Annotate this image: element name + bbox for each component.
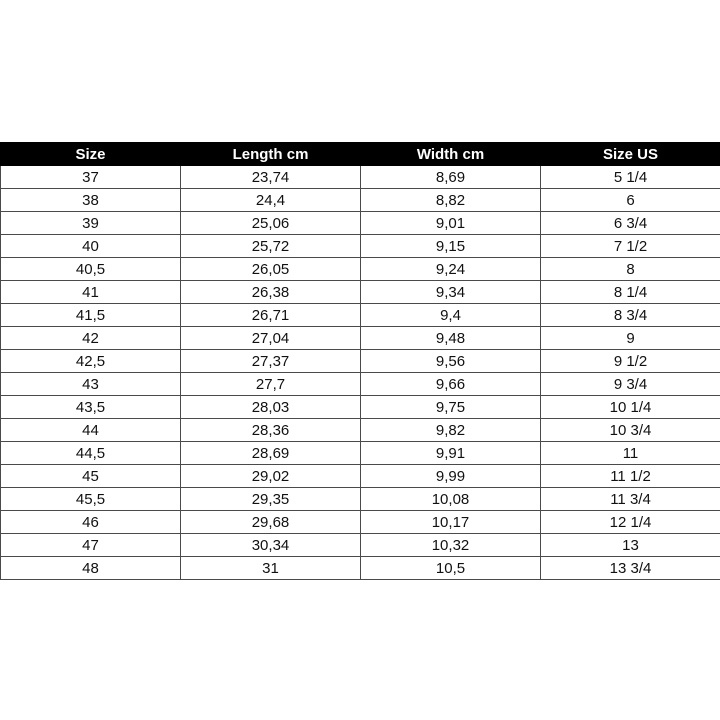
cell-length-cm: 28,36 — [181, 419, 361, 442]
table-row — [1, 212, 720, 235]
cell-size: 44 — [1, 419, 181, 442]
table-row — [1, 465, 720, 488]
cell-size-us: 13 3/4 — [541, 557, 720, 580]
cell-length-cm: 24,4 — [181, 189, 361, 212]
table-row — [1, 488, 720, 511]
cell-length-cm: 28,69 — [181, 442, 361, 465]
cell-size-us: 9 — [541, 327, 720, 350]
table-row — [1, 442, 720, 465]
cell-width-cm: 9,4 — [361, 304, 541, 327]
cell-length-cm: 29,35 — [181, 488, 361, 511]
cell-size-us: 11 3/4 — [541, 488, 720, 511]
cell-width-cm: 10,08 — [361, 488, 541, 511]
cell-length-cm: 27,37 — [181, 350, 361, 373]
cell-size-us: 11 1/2 — [541, 465, 720, 488]
cell-width-cm: 9,99 — [361, 465, 541, 488]
cell-length-cm: 29,68 — [181, 511, 361, 534]
cell-width-cm: 9,66 — [361, 373, 541, 396]
table-header — [1, 143, 720, 166]
cell-size: 47 — [1, 534, 181, 557]
table-row — [1, 258, 720, 281]
table-row — [1, 327, 720, 350]
table-body — [1, 166, 720, 580]
header-width-cm: Width cm — [361, 143, 541, 166]
cell-size: 46 — [1, 511, 181, 534]
cell-size: 38 — [1, 189, 181, 212]
cell-size-us: 13 — [541, 534, 720, 557]
cell-width-cm: 9,82 — [361, 419, 541, 442]
cell-size-us: 10 3/4 — [541, 419, 720, 442]
header-size: Size — [1, 143, 181, 166]
cell-length-cm: 26,05 — [181, 258, 361, 281]
cell-width-cm: 8,69 — [361, 166, 541, 189]
cell-size-us: 8 3/4 — [541, 304, 720, 327]
table-row — [1, 419, 720, 442]
cell-width-cm: 8,82 — [361, 189, 541, 212]
cell-size-us: 10 1/4 — [541, 396, 720, 419]
cell-size: 43 — [1, 373, 181, 396]
cell-length-cm: 26,38 — [181, 281, 361, 304]
table-row — [1, 189, 720, 212]
cell-length-cm: 25,72 — [181, 235, 361, 258]
cell-size: 44,5 — [1, 442, 181, 465]
cell-width-cm: 9,56 — [361, 350, 541, 373]
cell-length-cm: 27,7 — [181, 373, 361, 396]
table-row — [1, 396, 720, 419]
table-row — [1, 511, 720, 534]
cell-size: 40,5 — [1, 258, 181, 281]
table-row — [1, 534, 720, 557]
cell-width-cm: 10,32 — [361, 534, 541, 557]
cell-size-us: 12 1/4 — [541, 511, 720, 534]
cell-size: 37 — [1, 166, 181, 189]
cell-size-us: 11 — [541, 442, 720, 465]
cell-size-us: 9 3/4 — [541, 373, 720, 396]
cell-length-cm: 25,06 — [181, 212, 361, 235]
cell-size-us: 7 1/2 — [541, 235, 720, 258]
cell-size: 40 — [1, 235, 181, 258]
cell-width-cm: 9,15 — [361, 235, 541, 258]
cell-size: 42,5 — [1, 350, 181, 373]
cell-size: 48 — [1, 557, 181, 580]
cell-size: 45,5 — [1, 488, 181, 511]
cell-size-us: 8 1/4 — [541, 281, 720, 304]
cell-length-cm: 30,34 — [181, 534, 361, 557]
table-row — [1, 166, 720, 189]
cell-size: 41 — [1, 281, 181, 304]
cell-length-cm: 31 — [181, 557, 361, 580]
cell-width-cm: 9,91 — [361, 442, 541, 465]
cell-size: 45 — [1, 465, 181, 488]
cell-length-cm: 27,04 — [181, 327, 361, 350]
table-row — [1, 304, 720, 327]
cell-width-cm: 9,75 — [361, 396, 541, 419]
table-row — [1, 281, 720, 304]
cell-width-cm: 9,01 — [361, 212, 541, 235]
cell-size: 41,5 — [1, 304, 181, 327]
cell-length-cm: 29,02 — [181, 465, 361, 488]
cell-width-cm: 9,48 — [361, 327, 541, 350]
cell-size: 42 — [1, 327, 181, 350]
cell-size: 39 — [1, 212, 181, 235]
header-size-us: Size US — [541, 143, 720, 166]
table-row — [1, 373, 720, 396]
header-length-cm: Length cm — [181, 143, 361, 166]
cell-size-us: 6 3/4 — [541, 212, 720, 235]
table-row — [1, 557, 720, 580]
cell-width-cm: 9,24 — [361, 258, 541, 281]
cell-size-us: 8 — [541, 258, 720, 281]
size-chart-table — [0, 142, 720, 580]
header-row — [1, 143, 720, 166]
cell-length-cm: 26,71 — [181, 304, 361, 327]
table-row — [1, 235, 720, 258]
cell-width-cm: 9,34 — [361, 281, 541, 304]
cell-size-us: 6 — [541, 189, 720, 212]
cell-width-cm: 10,17 — [361, 511, 541, 534]
cell-size: 43,5 — [1, 396, 181, 419]
cell-size-us: 9 1/2 — [541, 350, 720, 373]
cell-width-cm: 10,5 — [361, 557, 541, 580]
cell-length-cm: 23,74 — [181, 166, 361, 189]
cell-length-cm: 28,03 — [181, 396, 361, 419]
table-row — [1, 350, 720, 373]
cell-size-us: 5 1/4 — [541, 166, 720, 189]
